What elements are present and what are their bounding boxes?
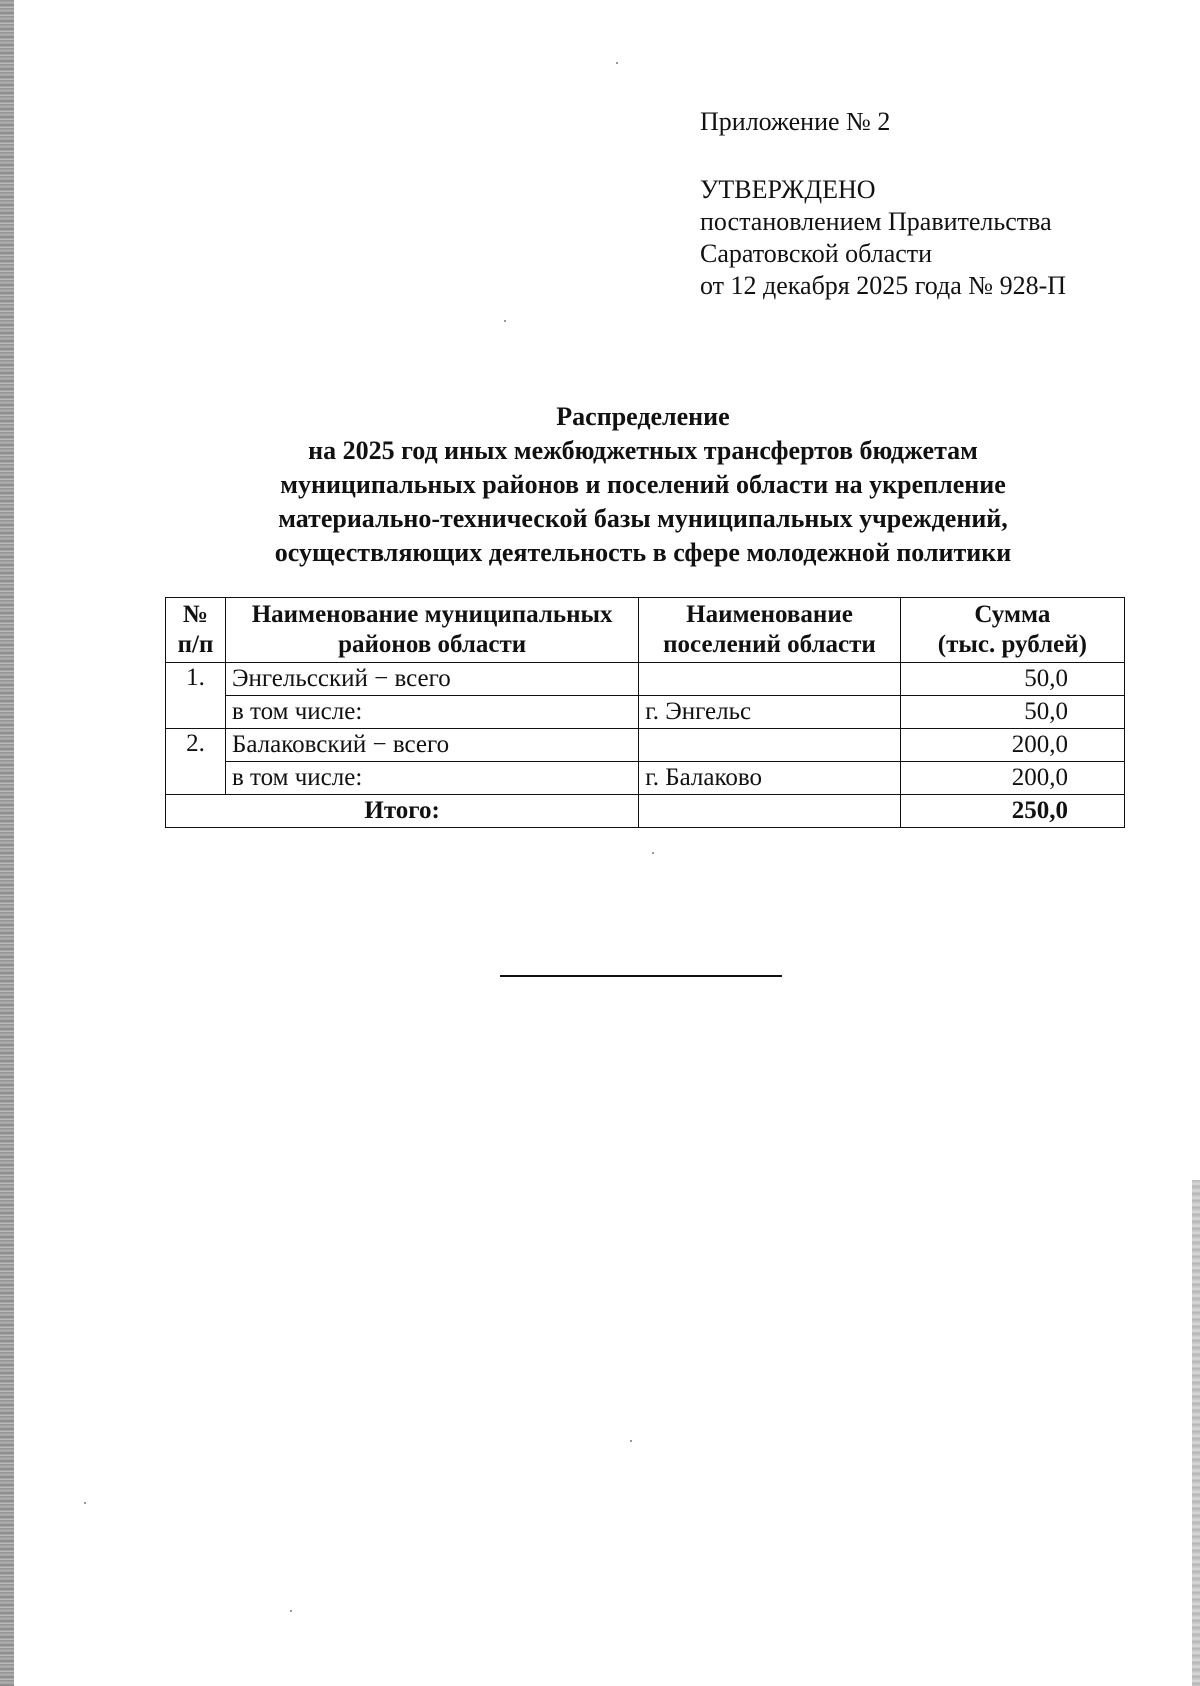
- annex-number: Приложение № 2: [700, 107, 891, 136]
- scan-shadow-right: [1192, 1180, 1200, 1686]
- header-settlement: [639, 598, 900, 663]
- scan-speck: [630, 1440, 632, 1442]
- including-label: в том числе:: [225, 696, 638, 729]
- resolution-date-number: от 12 декабря 2025 года № 928-П: [700, 271, 1067, 300]
- title-line: на 2025 год иных межбюджетных трансфертов бюджетам: [308, 436, 978, 465]
- header-text: Сумма: [974, 601, 1051, 628]
- table-row: [166, 696, 1125, 729]
- settlement-cell-empty: [639, 663, 900, 696]
- header-text: (тыс. рублей): [937, 631, 1087, 658]
- approved-stamp-text: УТВЕРЖДЕНО: [700, 175, 876, 204]
- resolution-line: Саратовской области: [700, 239, 933, 268]
- approval-block: [700, 106, 1066, 302]
- settlement-amount: 200,0: [900, 762, 1124, 795]
- table-header-row: [166, 598, 1125, 663]
- header-district: [225, 598, 638, 663]
- scan-speck: [652, 852, 654, 854]
- scan-speck: [84, 1502, 86, 1504]
- district-total-amount: 200,0: [900, 729, 1124, 762]
- header-number: [166, 598, 226, 663]
- title-line: Распределение: [556, 402, 730, 431]
- header-text: №: [182, 601, 209, 628]
- table-total-row: [166, 795, 1125, 828]
- including-label: в том числе:: [225, 762, 638, 795]
- distribution-table: [165, 597, 1125, 828]
- scan-speck: [504, 320, 506, 322]
- district-total-name: Балаковский − всего: [225, 729, 638, 762]
- settlement-name: г. Энгельс: [639, 696, 900, 729]
- title-line: осуществляющих деятельность в сфере молодежной политики: [274, 538, 1012, 567]
- title-line: материально-технической базы муниципальных учреждений,: [278, 504, 1008, 533]
- header-text: поселений области: [663, 631, 876, 658]
- scan-shadow-left: [0, 0, 14, 1686]
- settlement-name: г. Балаково: [639, 762, 900, 795]
- table-row: [166, 729, 1125, 762]
- settlement-cell-empty: [639, 729, 900, 762]
- row-number: 2.: [166, 729, 226, 795]
- table-row: [166, 762, 1125, 795]
- scan-speck: [616, 62, 618, 64]
- header-text: Наименование муниципальных: [251, 601, 613, 628]
- district-total-name: Энгельсский − всего: [225, 663, 638, 696]
- header-text: Наименование: [686, 601, 853, 628]
- row-number: 1.: [166, 663, 226, 729]
- title-line: муниципальных районов и поселений области на укрепление: [280, 470, 1006, 499]
- header-amount: [900, 598, 1124, 663]
- closing-rule: [500, 975, 782, 977]
- settlement-amount: 50,0: [900, 696, 1124, 729]
- header-text: п/п: [177, 631, 214, 658]
- document-title: [150, 400, 1136, 570]
- total-amount: 250,0: [900, 795, 1124, 828]
- scan-speck: [290, 1610, 292, 1612]
- header-text: районов области: [338, 631, 527, 658]
- settlement-cell-empty: [639, 795, 900, 828]
- district-total-amount: 50,0: [900, 663, 1124, 696]
- table-row: [166, 663, 1125, 696]
- total-label: Итого:: [166, 795, 639, 828]
- resolution-line: постановлением Правительства: [700, 207, 1052, 236]
